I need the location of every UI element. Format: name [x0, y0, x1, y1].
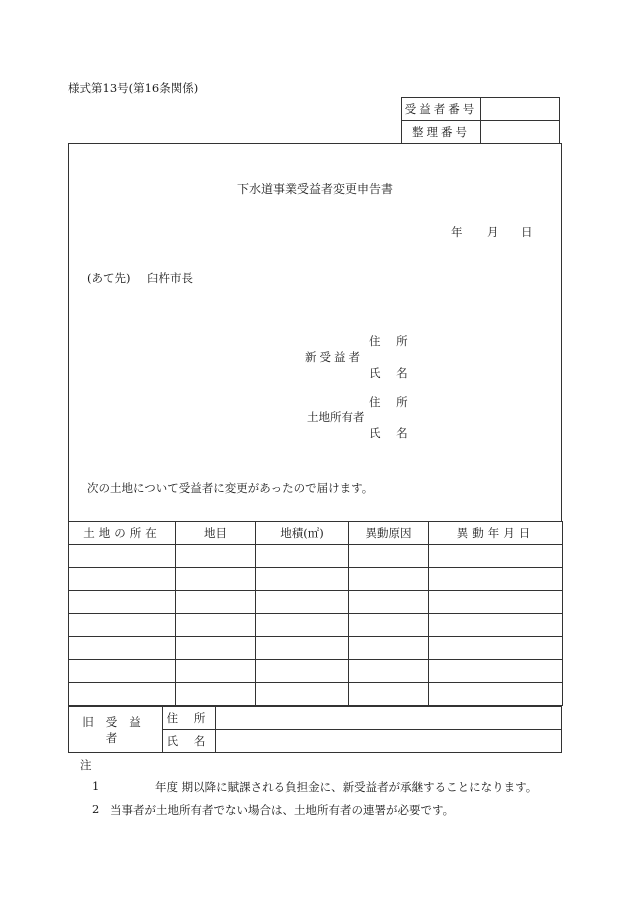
- land-category-cell[interactable]: [176, 637, 256, 660]
- land-table-header-cause: 異動原因: [349, 522, 429, 545]
- new-beneficiary-name-label: 氏 名: [369, 366, 414, 380]
- land-area-cell[interactable]: [256, 545, 349, 568]
- previous-beneficiary-address-field[interactable]: [216, 707, 562, 730]
- date-year-label: 年: [451, 225, 463, 239]
- new-beneficiary-label: 新受益者: [305, 350, 363, 364]
- change-date-cell[interactable]: [429, 568, 563, 591]
- change-date-cell[interactable]: [429, 660, 563, 683]
- addressee-name: 臼杵市長: [147, 271, 193, 285]
- change-cause-cell[interactable]: [349, 568, 429, 591]
- land-location-cell[interactable]: [69, 637, 176, 660]
- table-row: [69, 568, 563, 591]
- change-cause-cell[interactable]: [349, 660, 429, 683]
- change-date-cell[interactable]: [429, 545, 563, 568]
- note-2-number: 2: [92, 802, 100, 816]
- land-table-header-row: [69, 522, 563, 545]
- change-cause-cell[interactable]: [349, 591, 429, 614]
- land-location-cell[interactable]: [69, 614, 176, 637]
- previous-beneficiary-table: [68, 706, 562, 753]
- land-category-cell[interactable]: [176, 614, 256, 637]
- reference-number-field[interactable]: [481, 121, 560, 144]
- land-table-header-date: 異動年月日: [429, 522, 563, 545]
- landowner-address-label: 住 所: [369, 395, 414, 409]
- land-area-cell[interactable]: [256, 614, 349, 637]
- notes-heading: 注: [80, 758, 92, 772]
- previous-beneficiary-label: 旧受益者: [69, 707, 163, 753]
- land-table-header-category: 地目: [176, 522, 256, 545]
- previous-beneficiary-name-label: 氏 名: [163, 730, 216, 753]
- change-cause-cell[interactable]: [349, 614, 429, 637]
- form-number: 様式第13号(第16条関係): [68, 81, 199, 95]
- land-category-cell[interactable]: [176, 683, 256, 706]
- statement-text: 次の土地について受益者に変更があったので届けます。: [87, 481, 374, 495]
- land-area-cell[interactable]: [256, 637, 349, 660]
- id-box: [401, 97, 560, 144]
- previous-beneficiary-name-field[interactable]: [216, 730, 562, 753]
- change-date-cell[interactable]: [429, 591, 563, 614]
- landowner-name-label: 氏 名: [369, 426, 414, 440]
- land-location-cell[interactable]: [69, 591, 176, 614]
- change-cause-cell[interactable]: [349, 637, 429, 660]
- land-category-cell[interactable]: [176, 660, 256, 683]
- change-cause-cell[interactable]: [349, 683, 429, 706]
- table-row: [69, 683, 563, 706]
- change-date-cell[interactable]: [429, 637, 563, 660]
- land-location-cell[interactable]: [69, 545, 176, 568]
- note-2-text: 当事者が土地所有者でない場合は、土地所有者の連署が必要です。: [110, 803, 455, 817]
- table-row: [69, 591, 563, 614]
- table-row: [69, 660, 563, 683]
- land-table-header-area: 地積(㎡): [256, 522, 349, 545]
- form-frame: [68, 143, 562, 522]
- note-1-text: 年度 期以降に賦課される負担金に、新受益者が承継することになります。: [155, 780, 538, 794]
- table-row: [69, 545, 563, 568]
- land-location-cell[interactable]: [69, 660, 176, 683]
- land-area-cell[interactable]: [256, 683, 349, 706]
- addressee-prefix: (あて先): [87, 271, 131, 285]
- change-date-cell[interactable]: [429, 614, 563, 637]
- table-row: [69, 637, 563, 660]
- landowner-label: 土地所有者: [307, 410, 365, 424]
- land-area-cell[interactable]: [256, 660, 349, 683]
- land-category-cell[interactable]: [176, 591, 256, 614]
- page-title: 下水道事業受益者変更申告書: [236, 182, 393, 196]
- new-beneficiary-address-label: 住 所: [369, 334, 414, 348]
- land-location-cell[interactable]: [69, 568, 176, 591]
- beneficiary-number-label: 受益者番号: [402, 98, 481, 121]
- table-row: [69, 614, 563, 637]
- land-area-cell[interactable]: [256, 591, 349, 614]
- previous-beneficiary-address-label: 住 所: [163, 707, 216, 730]
- land-category-cell[interactable]: [176, 568, 256, 591]
- note-1-number: 1: [92, 779, 100, 793]
- land-location-cell[interactable]: [69, 683, 176, 706]
- beneficiary-number-field[interactable]: [481, 98, 560, 121]
- change-cause-cell[interactable]: [349, 545, 429, 568]
- land-category-cell[interactable]: [176, 545, 256, 568]
- date-month-label: 月: [487, 225, 499, 239]
- date-day-label: 日: [521, 225, 533, 239]
- reference-number-label: 整理番号: [402, 121, 481, 144]
- land-table-header-location: 土地の所在: [69, 522, 176, 545]
- land-area-cell[interactable]: [256, 568, 349, 591]
- land-table: [68, 521, 563, 706]
- change-date-cell[interactable]: [429, 683, 563, 706]
